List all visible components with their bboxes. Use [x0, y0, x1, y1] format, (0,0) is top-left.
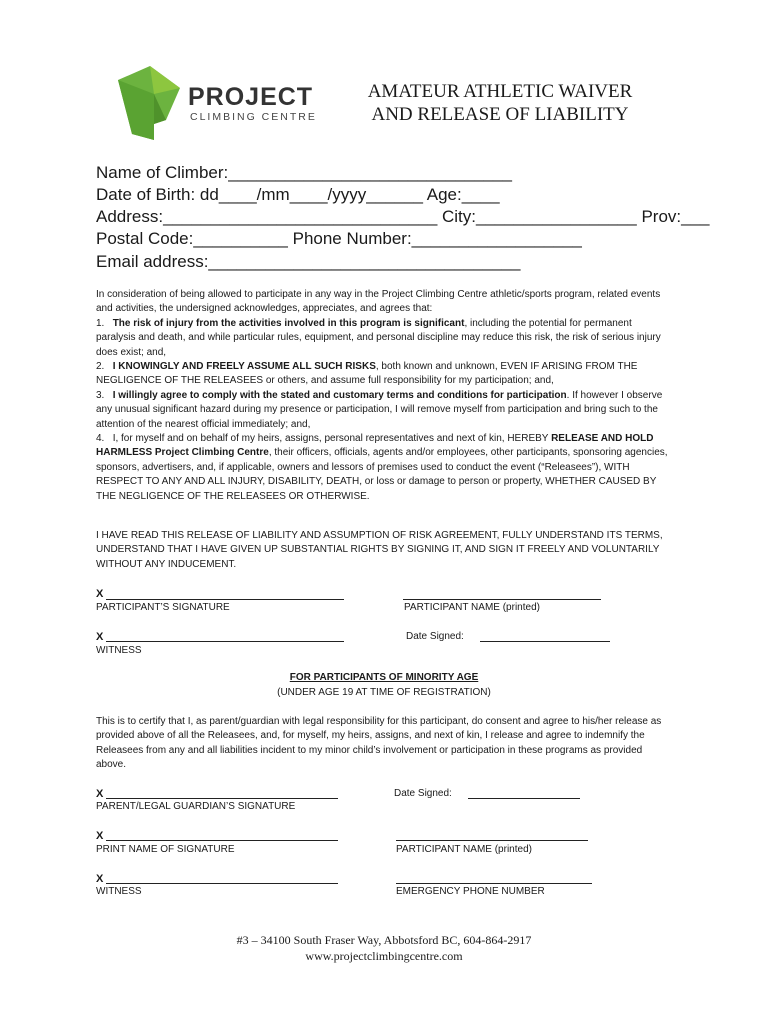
witness-signature-line[interactable] [106, 641, 344, 642]
brand-name: PROJECT [188, 83, 314, 111]
minor-witness-line[interactable] [106, 883, 338, 884]
minor-participant-name-label: PARTICIPANT NAME (printed) [396, 844, 532, 855]
x-mark: X [96, 830, 104, 842]
x-mark: X [96, 873, 104, 885]
participant-signature-line[interactable] [106, 599, 344, 600]
minor-section-heading: FOR PARTICIPANTS OF MINORITY AGE [289, 672, 479, 683]
item-3: 3. I willingly agree to comply with the stated and customary terms and conditions for participation. If however I observe any unusual significant hazard during my presence or participation, I will remove myself from participation and bring such to the attention of the nearest official immediately; and, [96, 389, 663, 430]
minor-witness-label: WITNESS [96, 886, 142, 897]
x-mark: X [96, 631, 104, 643]
footer-website[interactable]: www.projectclimbingcentre.com [305, 949, 463, 963]
acknowledgement-paragraph: I HAVE READ THIS RELEASE OF LIABILITY AND ASSUMPTION OF RISK AGREEMENT, FULLY UNDERSTAND ITS TERMS, UNDERSTAND THAT I HAVE GIVEN UP SUBSTANTIAL RIGHTS BY SIGNING IT, AND SIGN IT FREELY AND VOLUNTARILY WITHOUT ANY INDUCEMENT. [96, 530, 663, 570]
print-name-label: PRINT NAME OF SIGNATURE [96, 844, 235, 855]
minor-participant-name-line[interactable] [396, 840, 588, 841]
date-signed-label: Date Signed: [406, 631, 464, 642]
minor-consent-paragraph: This is to certify that I, as parent/guardian with legal responsibility for this participant, do consent and agree to his/her release as provided above of all the Releasees, and, for myself, my heirs, assigns, and next of kin, I release and agree to indemnify the Releasees from any and all liabilities incident to my minor child’s involvement or participation in these programs as provided above. [96, 716, 662, 771]
parent-signature-label: PARENT/LEGAL GUARDIAN’S SIGNATURE [96, 801, 296, 812]
emergency-phone-line[interactable] [396, 883, 592, 884]
date-signed-line[interactable] [480, 641, 610, 642]
item-1: 1. The risk of injury from the activities involved in this program is significant, including the potential for permanent paralysis and death, and while particular rules, equipment, and personal discipline may reduce this risk, the risk of serious injury does exist; and, [96, 317, 661, 358]
item-2: 2. I KNOWINGLY AND FREELY ASSUME ALL SUCH RISKS, both known and unknown, EVEN IF ARISING FROM THE NEGLIGENCE OF THE RELEASEES or others, and assume full responsibility for my participation; and, [96, 361, 638, 387]
email-field[interactable]: Email address:_________________________________ [96, 252, 521, 271]
intro-paragraph: In consideration of being allowed to participate in any way in the Project Climbing Centre athletic/sports program, related events and activities, the undersigned acknowledges, appreciates, and agrees that: [96, 289, 661, 315]
item-4: 4. I, for myself and on behalf of my heirs, assigns, personal representatives and next of kin, HEREBY RELEASE AND HOLD HARMLESS Project Climbing Centre, their officers, officials, agents and/or employees, other participants, sponsoring agencies, sponsors, advertisers, and, if applicable, owners and lessors of premises used to conduct the event (“Releasees”), WITH RESPECT TO ANY AND ALL INJURY, DISABILITY, DEATH, or loss or damage to person or property, WHETHER CAUSED BY THE NEGLIGENCE OF THE RELEASEES OR OTHERWISE. [96, 433, 668, 502]
minor-section-subheading: (UNDER AGE 19 AT TIME OF REGISTRATION) [277, 687, 491, 698]
participant-name-line[interactable] [403, 599, 601, 600]
address-field[interactable]: Address:_____________________________ City:_________________ Prov:___ [96, 207, 710, 226]
emergency-phone-label: EMERGENCY PHONE NUMBER [396, 886, 545, 897]
parent-signature-line[interactable] [106, 798, 338, 799]
participant-name-label: PARTICIPANT NAME (printed) [404, 602, 540, 613]
participant-signature-label: PARTICIPANT’S SIGNATURE [96, 602, 230, 613]
postal-phone-field[interactable]: Postal Code:__________ Phone Number:__________________ [96, 229, 582, 248]
brand-subtitle: CLIMBING CENTRE [190, 111, 317, 123]
x-mark: X [96, 588, 104, 600]
logo-mark [114, 64, 184, 142]
minor-date-signed-label: Date Signed: [394, 788, 452, 799]
date-of-birth-field[interactable]: Date of Birth: dd____/mm____/yyyy______ Age:____ [96, 185, 500, 204]
print-name-line[interactable] [106, 840, 338, 841]
name-of-climber-field[interactable]: Name of Climber:______________________________ [96, 163, 512, 182]
minor-date-signed-line[interactable] [468, 798, 580, 799]
waiver-body [96, 288, 672, 504]
witness-label: WITNESS [96, 645, 142, 656]
x-mark: X [96, 788, 104, 800]
document-title-line2: AND RELEASE OF LIABILITY [371, 104, 629, 125]
footer-address: #3 – 34100 South Fraser Way, Abbotsford BC, 604-864-2917 [236, 933, 532, 947]
document-title-line1: AMATEUR ATHLETIC WAIVER [367, 81, 633, 102]
